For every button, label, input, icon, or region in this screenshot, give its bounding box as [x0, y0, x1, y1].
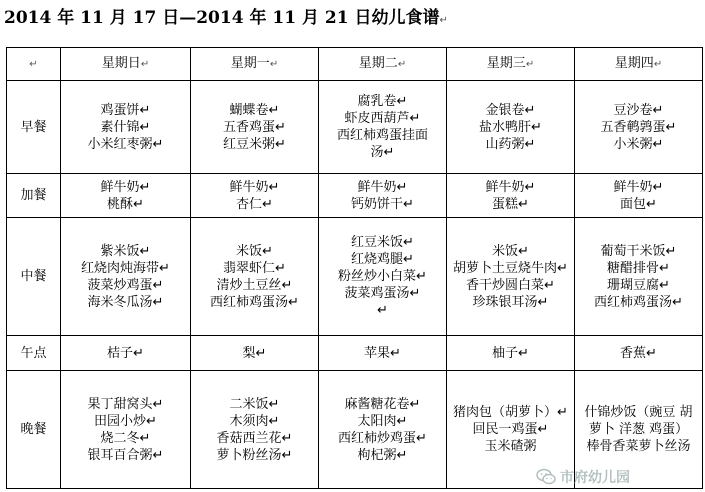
menu-cell — [191, 174, 319, 218]
menu-cell — [319, 218, 447, 336]
dish-line: ↵ — [377, 303, 388, 318]
watermark-text: 市府幼儿园 — [560, 470, 630, 486]
menu-cell — [191, 218, 319, 336]
header-row — [7, 48, 703, 81]
meal-row — [7, 336, 703, 371]
dish-line: 柚子↵ — [492, 345, 529, 361]
dish-line: 米饭↵ — [492, 243, 529, 259]
menu-cell — [191, 371, 319, 489]
menu-cell — [447, 218, 575, 336]
menu-cell — [575, 371, 703, 489]
meal-row — [7, 371, 703, 489]
menu-cell — [319, 371, 447, 489]
dish-line: 清炒土豆丝↵ — [216, 277, 293, 293]
dish-line: 鲜牛奶↵ — [613, 179, 664, 195]
dish-line: 西红柿炒鸡蛋↵ — [338, 430, 427, 446]
menu-cell — [319, 336, 447, 371]
dish-line: 珊瑚豆腐↵ — [607, 277, 670, 293]
dish-line: 珍珠银耳汤↵ — [472, 294, 549, 310]
dish-line: 太阳肉↵ — [357, 413, 408, 429]
menu-cell — [61, 218, 191, 336]
dish-line: 菠菜鸡蛋汤↵ — [344, 286, 421, 301]
dish-line: 红豆米饭↵ — [351, 235, 414, 250]
dish-line: 银耳百合粥↵ — [87, 447, 164, 463]
dish-line: 面包↵ — [620, 196, 657, 212]
corner-cell: ↵ — [7, 48, 61, 81]
menu-cell — [61, 371, 191, 489]
dish-line: 菠菜炒鸡蛋↵ — [87, 277, 164, 293]
dish-line: 香干炒圆白菜↵ — [466, 277, 555, 293]
day-header: 星期二↵ — [319, 48, 447, 81]
dish-line: 鲜牛奶↵ — [229, 179, 280, 195]
meal-row — [7, 218, 703, 336]
dish-line: 蛋糕↵ — [492, 196, 529, 212]
dish-line: 腐乳卷↵ — [357, 94, 408, 109]
dish-line: 紫米饭↵ — [100, 243, 151, 259]
dish-line: 盐水鸭肝↵ — [479, 119, 542, 135]
menu-cell — [447, 336, 575, 371]
meal-label: 加餐 — [7, 174, 61, 218]
menu-cell — [447, 371, 575, 489]
meal-label: 早餐 — [7, 81, 61, 174]
day-header: 星期四↵ — [575, 48, 703, 81]
dish-line: 糖醋排骨↵ — [607, 260, 670, 276]
dish-line: 蝴蝶卷↵ — [229, 102, 280, 118]
dish-line: 香菇西兰花↵ — [216, 430, 293, 446]
dish-line: 红烧鸡腿↵ — [351, 252, 414, 267]
menu-cell — [447, 81, 575, 174]
dish-line: 五香鸡蛋↵ — [223, 119, 286, 135]
dish-line: 梨↵ — [242, 345, 267, 361]
menu-cell — [575, 81, 703, 174]
dish-line: 西红柿鸡蛋汤↵ — [210, 294, 299, 310]
dish-line: 鲜牛奶↵ — [357, 179, 408, 195]
day-header: 星期日↵ — [61, 48, 191, 81]
page-title: 2014 年 11 月 17 日—2014 年 11 月 21 日幼儿食谱↵ — [4, 8, 448, 28]
menu-cell — [447, 174, 575, 218]
menu-cell — [191, 336, 319, 371]
dish-line: 香蕉↵ — [620, 345, 657, 361]
dish-line: 胡萝卜土豆烧牛肉↵ — [453, 260, 568, 276]
dish-line: 红烧肉炖海带↵ — [81, 260, 170, 276]
menu-cell — [319, 174, 447, 218]
dish-line: 汤↵ — [370, 145, 395, 160]
dish-line: 桃酥↵ — [107, 196, 144, 212]
dish-line: 海米冬瓜汤↵ — [87, 294, 164, 310]
dish-line: 葡萄干米饭↵ — [600, 243, 677, 259]
dish-line: 什锦炒饭（豌豆 胡 — [584, 405, 693, 420]
dish-line: 鲜牛奶↵ — [100, 179, 151, 195]
menu-cell — [191, 81, 319, 174]
dish-line: 玉米碴粥 — [484, 439, 537, 454]
dish-line: 金银卷↵ — [485, 102, 536, 118]
dish-line: 萝卜粉丝汤↵ — [216, 447, 293, 463]
menu-cell — [61, 336, 191, 371]
dish-line: 木须肉↵ — [229, 413, 280, 429]
dish-line: 素什锦↵ — [100, 119, 151, 135]
menu-table — [6, 47, 703, 489]
dish-line: 田园小炒↵ — [94, 413, 157, 429]
dish-line: 小米粥↵ — [613, 136, 664, 152]
dish-line: 鲜牛奶↵ — [485, 179, 536, 195]
dish-line: 小米红枣粥↵ — [87, 136, 164, 152]
dish-line: 山药粥↵ — [485, 136, 536, 152]
dish-line: 翡翠虾仁↵ — [223, 260, 286, 276]
meal-label: 午点 — [7, 336, 61, 371]
dish-line: 烧二冬↵ — [100, 430, 151, 446]
dish-line: 豆沙卷↵ — [613, 102, 664, 118]
meal-row — [7, 81, 703, 174]
dish-line: 钙奶饼干↵ — [351, 196, 414, 212]
dish-line: 枸杞粥↵ — [357, 447, 408, 463]
dish-line: 虾皮西葫芦↵ — [344, 111, 421, 126]
dish-line: 粉丝炒小白菜↵ — [338, 269, 427, 284]
menu-cell — [575, 174, 703, 218]
dish-line: 棒骨香菜萝卜丝汤 — [586, 439, 691, 454]
menu-cell — [319, 81, 447, 174]
dish-line: 杏仁↵ — [236, 196, 273, 212]
dish-line: 桔子↵ — [107, 345, 144, 361]
dish-line: 回民一鸡蛋↵ — [472, 422, 549, 437]
dish-line: 萝卜 洋葱 鸡蛋） — [588, 422, 689, 437]
dish-line: 果丁甜窝头↵ — [87, 396, 164, 412]
menu-cell — [575, 336, 703, 371]
meal-label: 晚餐 — [7, 371, 61, 489]
menu-cell — [575, 218, 703, 336]
meal-label: 中餐 — [7, 218, 61, 336]
menu-cell — [61, 174, 191, 218]
dish-line: 鸡蛋饼↵ — [100, 102, 151, 118]
dish-line: 米饭↵ — [236, 243, 273, 259]
dish-line: 二米饭↵ — [229, 396, 280, 412]
dish-line: 苹果↵ — [364, 345, 401, 361]
dish-line: 西红柿鸡蛋挂面 — [336, 128, 428, 143]
dish-line: 猪肉包（胡萝卜）↵ — [453, 405, 568, 420]
dish-line: 麻酱糖花卷↵ — [344, 396, 421, 412]
meal-row — [7, 174, 703, 218]
dish-line: 西红柿鸡蛋汤↵ — [594, 294, 683, 310]
day-header: 星期三↵ — [447, 48, 575, 81]
menu-cell — [61, 81, 191, 174]
dish-line: 五香鹌鹑蛋↵ — [600, 119, 677, 135]
day-header: 星期一↵ — [191, 48, 319, 81]
dish-line: 红豆米粥↵ — [223, 136, 286, 152]
